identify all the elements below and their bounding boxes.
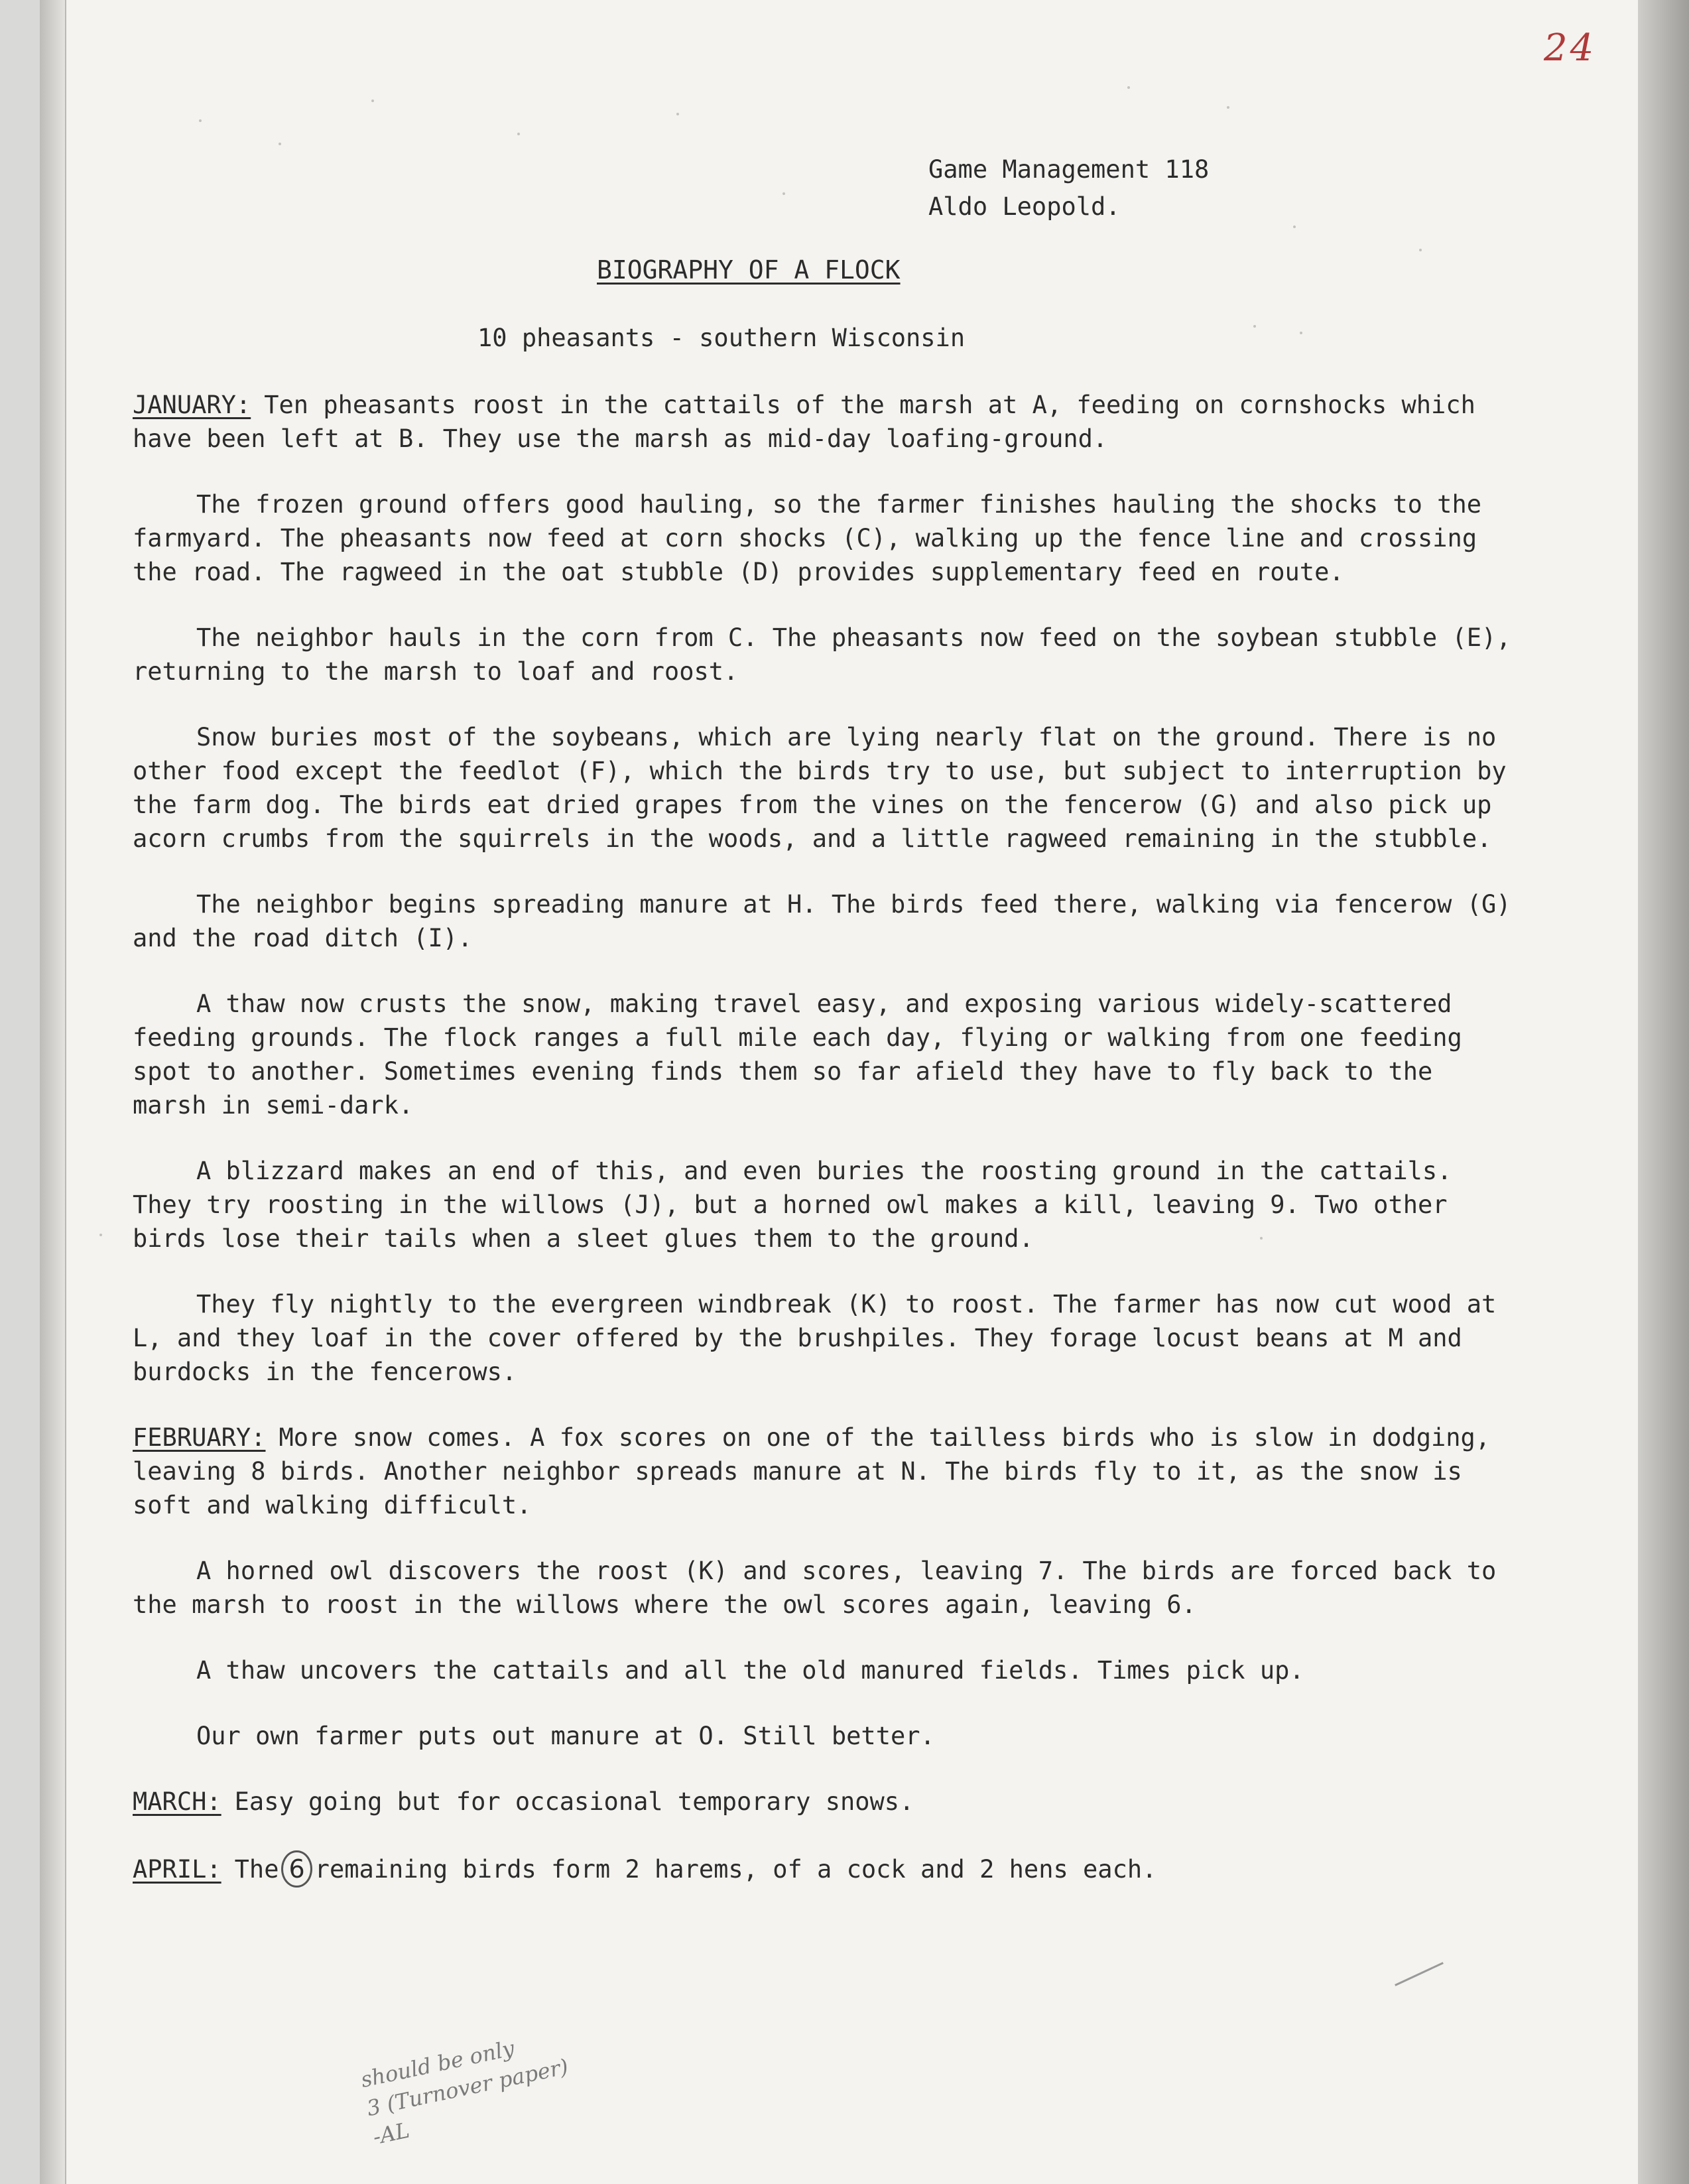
january-paragraph-3: The neighbor hauls in the corn from C. The pheasants now feed on the soybean stubble (E), returning to the marsh to loaf and roost. — [133, 623, 1511, 686]
paper-speckle — [199, 119, 202, 122]
paper-speckle — [1293, 225, 1296, 228]
page-right-edge — [1638, 0, 1689, 2184]
page-left-edge — [40, 0, 66, 2184]
january-paragraph-4: Snow buries most of the soybeans, which are lying nearly flat on the ground. There is no other food except the feedlot (F), which the birds try to use, but subject to interruption by the farm dog. The birds eat dried grapes from the vines on the fencerow (G) and also pick up acorn crumbs from the squirrels in the woods, and a little ragweed remaining in the stubble. — [133, 723, 1507, 853]
author-label: Aldo Leopold. — [928, 192, 1121, 221]
course-label: Game Management 118 — [928, 155, 1210, 184]
paper-speckle — [1227, 106, 1229, 109]
paper-speckle — [1127, 86, 1130, 89]
march-paragraph — [133, 1785, 1512, 1819]
document-title: BIOGRAPHY OF A FLOCK — [597, 255, 901, 285]
month-label-march: MARCH: — [133, 1787, 221, 1816]
january-paragraph-2: The frozen ground offers good hauling, so the farmer finishes hauling the shocks to the farmyard. The pheasants now feed at corn shocks (C), walking up the fence line and crossing the road. The ragweed in the oat stubble (D) provides supplementary feed en route. — [133, 490, 1482, 586]
paper-speckle — [1300, 332, 1302, 334]
month-label-april: APRIL: — [133, 1855, 221, 1884]
paper-speckle — [1419, 249, 1422, 251]
paper-speckle — [371, 99, 374, 102]
april-text-before: The — [234, 1855, 279, 1884]
paper-speckle — [1260, 1237, 1263, 1240]
paper-speckle — [676, 113, 679, 115]
paper-speckle — [99, 1234, 102, 1236]
january-paragraph-7: A blizzard makes an end of this, and even buries the roosting ground in the cattails. They try roosting in the willows (J), but a horned owl makes a kill, leaving 9. Two other birds lose their tails when a sleet glues them to the ground. — [133, 1157, 1452, 1253]
circled-number: 6 — [281, 1850, 312, 1888]
handwritten-annotation: should be only 3 (Turnover paper) -AL — [358, 2035, 571, 2150]
january-text-1: Ten pheasants roost in the cattails of the marsh at A, feeding on cornshocks which have been left at B. They use the marsh as mid-day loafing-ground. — [133, 391, 1475, 453]
january-paragraph-6: A thaw now crusts the snow, making travel easy, and exposing various widely-scattered feeding grounds. The flock ranges a full mile each day, flying or walking from one feeding spot to another. Sometimes evening finds them so far afield they have to fly back to the marsh in semi-dark. — [133, 990, 1462, 1120]
february-paragraph-2: A horned owl discovers the roost (K) and scores, leaving 7. The birds are forced back to the marsh to roost in the willows where the owl scores again, leaving 6. — [133, 1557, 1497, 1619]
february-paragraph-3: A thaw uncovers the cattails and all the old manured fields. Times pick up. — [196, 1656, 1304, 1685]
february-paragraph-4: Our own farmer puts out manure at O. Still better. — [196, 1722, 935, 1750]
january-paragraph-5: The neighbor begins spreading manure at H. The birds feed there, walking via fencerow (G) and the road ditch (I). — [133, 890, 1511, 952]
april-text-after: remaining birds form 2 harems, of a cock and 2 hens each. — [314, 1855, 1157, 1884]
paper-speckle — [279, 143, 281, 145]
january-paragraph-8: They fly nightly to the evergreen windbreak (K) to roost. The farmer has now cut wood at L, and they loaf in the cover offered by the brushpiles. They forage locust beans at M and burdocks in the fencerows. — [133, 1290, 1497, 1386]
paper-speckle — [517, 133, 520, 135]
document-subtitle: 10 pheasants - southern Wisconsin — [477, 324, 966, 352]
march-text: Easy going but for occasional temporary snows. — [234, 1787, 914, 1816]
february-text-1: More snow comes. A fox scores on one of the tailless birds who is slow in dodging, leaving 8 birds. Another neighbor spreads manure at N. The birds fly to it, as the snow is soft and walking difficult. — [133, 1423, 1491, 1519]
header-block — [928, 151, 1209, 225]
month-label-february: FEBRUARY: — [133, 1423, 266, 1452]
april-paragraph — [133, 1850, 1512, 1888]
paper-speckle — [1253, 325, 1256, 328]
january-paragraph-1 — [133, 388, 1512, 456]
document-body — [133, 388, 1512, 1919]
month-label-january: JANUARY: — [133, 391, 251, 419]
page-number: 24 — [1544, 27, 1597, 70]
paper-speckle — [782, 192, 785, 195]
february-paragraph-1 — [133, 1421, 1512, 1522]
